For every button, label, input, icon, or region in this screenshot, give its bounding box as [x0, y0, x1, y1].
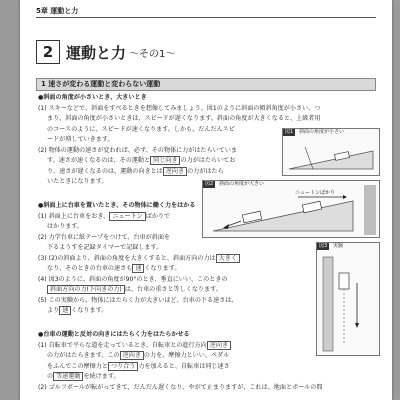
- section-number: 2: [36, 40, 60, 64]
- answer-box: 大きく: [216, 254, 240, 263]
- document-page: [20, 0, 392, 400]
- gentle-slope-illustration: [283, 129, 379, 175]
- bullet-block-3: [38, 330, 338, 393]
- figure-3-caption: 実験: [333, 243, 344, 249]
- paragraph-line: (2) ゴルフボールが転がってきて、だんだん遅くなり、やがて止まりますが、これは、地面とボールの間: [38, 383, 323, 391]
- text-fragment: を続けます。: [83, 373, 120, 380]
- text-fragment: なり、そのときの台車の速さも: [47, 265, 133, 272]
- answer-box: 斜面方向の力(下向きの力): [47, 285, 125, 294]
- section-title-main: 運動と力: [66, 43, 127, 62]
- paragraph-line: (4) 図3のように、斜面の角度が90°のとき、垂直にいい、このときの: [38, 275, 228, 283]
- text-fragment: ばかりで: [145, 212, 171, 220]
- answer-box: 等速運動: [53, 372, 83, 381]
- answer-box: 速: [132, 264, 144, 273]
- text-fragment: (1) 自転車で平らな道を走っているとき、自転車との進行方向: [38, 341, 207, 349]
- paragraph-line: まり、斜面の角度が小さいときは、スピードが遅くなります。斜面の角度が大きくなると、上級者用: [47, 115, 321, 122]
- text-fragment: くなります。: [144, 265, 181, 272]
- answer-box: 同じ向き: [150, 156, 180, 165]
- section-title: [36, 40, 175, 64]
- paragraph-line: [38, 351, 338, 362]
- figure-1-caption: 斜面の角度が小さい: [299, 129, 345, 135]
- text-fragment: (1) 斜面上に台車をおき、: [38, 212, 110, 220]
- text-fragment: くなります。: [71, 307, 108, 314]
- answer-box: ニュートン: [109, 212, 145, 221]
- bullet-heading: ●斜面上に台車を置いたとき、その物体に働く力をはかる: [38, 202, 196, 209]
- figure-2-caption: 斜面の角度が大きい: [219, 181, 265, 187]
- text-fragment: の力を、摩擦力といい、ペダル: [143, 352, 230, 359]
- paragraph-line: はかります。: [47, 223, 84, 230]
- text-fragment: の力がはたらいてお: [180, 157, 236, 164]
- text-fragment: り、速さが遅くなるのは、運動の向きとは: [47, 167, 163, 175]
- section-title-sub: 〜その1〜: [129, 48, 176, 60]
- bullet-heading: ●台車の運動と反対の向きにはたらく力をはたらかせる: [38, 331, 190, 338]
- text-fragment: をふんでこの摩擦力と: [47, 362, 108, 370]
- paragraph-line: (2) 物体の運動の速さが変われば、必ず、その物体に力がはたらいていま: [38, 146, 237, 154]
- paragraph-line: [38, 372, 338, 383]
- figure-2: [202, 180, 380, 238]
- paragraph-line: [38, 341, 338, 352]
- answer-box: 逆向き: [207, 341, 231, 350]
- figure-3-label: 図3: [319, 243, 328, 249]
- paragraph-line: (5) この実験から、物体にはたらく力が大きいほど、台車の下る速さは、: [38, 296, 238, 304]
- text-fragment: の: [47, 373, 54, 380]
- chapter-header: 5章 運動と力: [36, 5, 376, 18]
- bullet-heading: ●斜面の角度が小さいとき、大きいとき: [38, 94, 147, 101]
- paragraph-line: いたときになります。: [47, 178, 108, 185]
- answer-box: 逆向き: [120, 351, 144, 360]
- figure-2-support-block: [364, 185, 376, 235]
- spring-scale-label: ニュートンばかり: [295, 190, 336, 196]
- steep-slope-illustration: [203, 181, 379, 237]
- answer-box: 速: [59, 306, 71, 315]
- paragraph-line: (2) 力学台車に紙テープをつけて、台車が斜面を: [38, 233, 171, 241]
- answer-box: つり合う: [108, 362, 138, 371]
- figure-2-label: 図2: [205, 181, 214, 187]
- text-fragment: 力を加えると、自転車は同じ速さ: [138, 362, 230, 370]
- paragraph-line: 下るようすを記録タイマーで記録します。: [47, 244, 163, 251]
- paragraph-line: [38, 362, 338, 373]
- text-fragment: は、台車の重さと等しくなります。: [124, 286, 222, 293]
- text-fragment: より: [47, 307, 60, 314]
- text-fragment: の力がはたら: [187, 167, 224, 175]
- paragraph-line: (1) スキーなどで、斜面をすべるときを想像してみましょう。図1のように斜面の傾斜角度が小さい、つ: [38, 104, 321, 112]
- figure-1-label: 図1: [285, 129, 294, 135]
- text-fragment: の力がはたらきます。この: [47, 352, 120, 359]
- text-fragment: (3) (2)の斜面より、斜面の角度を大きくすると、斜面方向の力は: [38, 254, 216, 262]
- paragraph-line: ードが増していきます。: [47, 136, 114, 143]
- paragraph-line: のコースのように、スピードが速くなります。しかも、だんだんスピ: [47, 125, 235, 133]
- text-fragment: す。速さが速くなるのは、その運動と: [47, 157, 151, 164]
- answer-box: 逆向き: [163, 167, 187, 176]
- figure-1: [282, 128, 380, 176]
- subsection-heading: 1 速さが変わる運動と変わらない運動: [36, 78, 376, 91]
